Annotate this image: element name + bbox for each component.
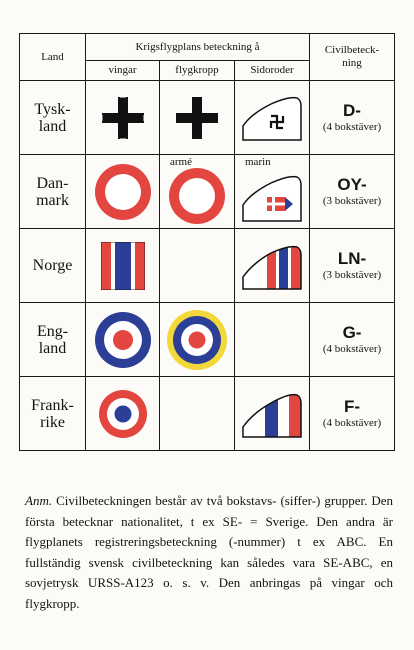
civil-letter-count: (4 bokstäver) [322,417,382,429]
tricolour-rudder-icon [241,389,303,439]
balkenkreuz-icon [176,97,218,139]
rudder-insignia-cell [235,81,310,155]
civil-code: F- [343,397,361,416]
fuselage-insignia-cell [160,303,235,377]
header-civil: Civilbeteck- ning [310,34,395,81]
header-land: Land [20,34,86,81]
fuselage-insignia-cell [160,81,235,155]
civil-letter-count: (3 bokstäver) [322,269,382,281]
fuselage-insignia-cell [160,377,235,451]
country-name: Dan- mark [20,155,86,229]
civil-code: D- [343,101,361,120]
civil-code-cell [310,303,395,377]
country-name: Norge [20,229,86,303]
striped-rudder-icon [241,241,303,291]
civil-letter-count: (4 bokstäver) [322,121,382,133]
country-name: Frank- rike [20,377,86,451]
wing-insignia-cell [86,155,160,229]
country-name: Tysk- land [20,81,86,155]
header-vingar: vingar [86,61,160,81]
rudder-insignia-cell [235,155,310,229]
balkenkreuz-icon [102,97,144,139]
civil-code-cell [310,81,395,155]
table-row-germany [20,81,395,155]
civil-letter-count: (4 bokstäver) [322,343,382,355]
wing-insignia-cell [86,377,160,451]
table-row-england [20,303,395,377]
civil-code: LN- [337,249,367,268]
annotation-note [25,491,393,614]
rudder-insignia-cell [235,229,310,303]
civil-code-cell [310,229,395,303]
table-row-france [20,377,395,451]
table-row-denmark [20,155,395,229]
army-label: armé [170,156,192,168]
country-name: Eng- land [20,303,86,377]
french-roundel-icon [97,388,149,440]
civil-code: OY- [337,175,367,194]
table-row-norway [20,229,395,303]
red-white-roundel-icon [167,166,227,226]
insignia-table [19,33,395,451]
wing-insignia-cell [86,229,160,303]
danish-flag-rudder-icon [241,171,303,223]
rudder-insignia-cell [235,377,310,451]
header-sidoroder: Sidoroder [235,61,310,81]
header-flygkropp: flygkropp [160,61,235,81]
rudder-insignia-cell [235,303,310,377]
civil-code-cell [310,377,395,451]
raf-roundel-yellow-ring-icon [166,309,228,371]
navy-label: marin [245,156,271,168]
note-lead: Anm. [25,493,53,508]
civil-code-cell [310,155,395,229]
raf-roundel-icon [93,310,153,370]
header-military-markings: Krigsflygplans beteckning å [86,34,310,61]
swastika-rudder-icon [241,94,303,142]
red-white-roundel-icon [93,162,153,222]
note-text: Civilbeteckningen består av två bokstavs- (siffer-) grupper. Den första betecknar nationalitet, t ex SE- = Sverige. Den andra är flygplanets registreringsbeteckning (-nummer) t ex ABC. En fullständig svensk civilbeteckning kan således vara SE-ABC, en sovjetrysk URSS-A123 o. s. v. Den anbringas på vingar och flygkropp. [25,493,394,611]
civil-letter-count: (3 bokstäver) [322,195,382,207]
civil-code: G- [342,323,362,342]
red-white-blue-stripes-icon [101,242,145,290]
wing-insignia-cell [86,303,160,377]
fuselage-insignia-cell [160,155,235,229]
fuselage-insignia-cell [160,229,235,303]
wing-insignia-cell [86,81,160,155]
